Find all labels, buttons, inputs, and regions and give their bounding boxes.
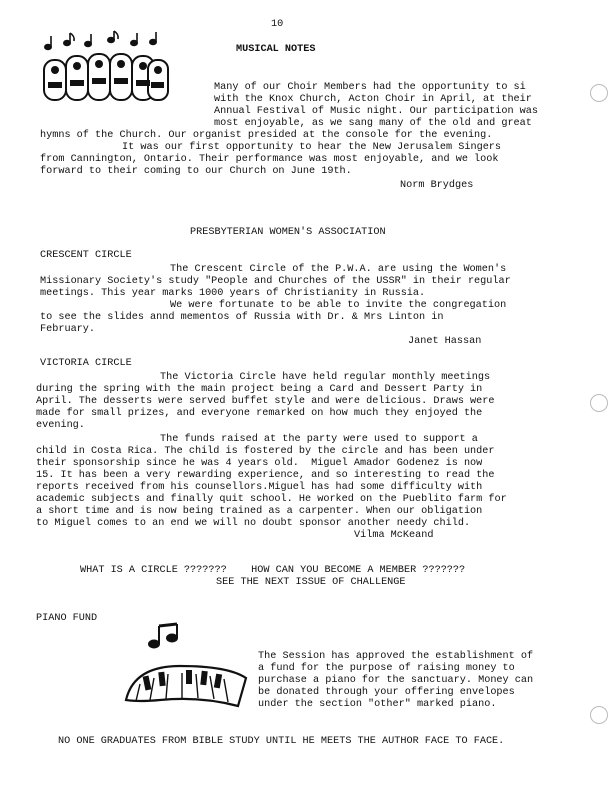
victoria-line: to Miguel comes to an end we will no doubt sponsor another needy child. <box>36 518 471 529</box>
closing-quote: NO ONE GRADUATES FROM BIBLE STUDY UNTIL HE MEETS THE AUTHOR FACE TO FACE. <box>58 736 505 747</box>
crescent-line: Missionary Society's study "People and Churches of the USSR" in their regular <box>40 276 511 287</box>
pwa-heading: PRESBYTERIAN WOMEN'S ASSOCIATION <box>190 227 386 238</box>
hole-punch-mark <box>590 84 608 102</box>
victoria-line: reports received from his counsellors.Miguel has had some difficulty with <box>36 482 483 493</box>
choir-singers-icon <box>38 30 172 102</box>
musical-notes-line: It was our first opportunity to hear the New Jerusalem Singers <box>122 142 502 153</box>
victoria-line: a short time and is now being trained as a carpenter. When our obligation <box>36 506 483 517</box>
piano-fund-line: be donated through your offering envelopes <box>258 687 515 698</box>
victoria-line: child in Costa Rica. The child is fostered by the circle and has been under <box>36 446 495 457</box>
circle-teaser-next-issue: SEE THE NEXT ISSUE OF CHALLENGE <box>216 577 406 588</box>
crescent-signature: Janet Hassan <box>408 336 482 347</box>
musical-notes-heading: MUSICAL NOTES <box>236 44 316 55</box>
crescent-line: The Crescent Circle of the P.W.A. are using the Women's <box>170 264 507 275</box>
hole-punch-mark <box>590 706 608 724</box>
victoria-line: made for small prizes, and everyone remarked on how much they enjoyed the <box>36 408 483 419</box>
victoria-circle-heading: VICTORIA CIRCLE <box>40 358 132 369</box>
musical-notes-line: from Cannington, Ontario. Their performance was most enjoyable, and we look <box>40 154 499 165</box>
musical-notes-line: hymns of the Church. Our organist presided at the console for the evening. <box>40 130 493 141</box>
musical-notes-line: forward to their coming to our Church on June 19th. <box>40 166 352 177</box>
piano-fund-line: under the section "other" marked piano. <box>258 699 497 710</box>
victoria-line: academic subjects and finally quit school. He worked on the Pueblito farm for <box>36 494 507 505</box>
victoria-line: during the spring with the main project being a Card and Dessert Party in <box>36 384 483 395</box>
crescent-line: meetings. This year marks 1000 years of Christianity in Russia. <box>40 288 426 299</box>
crescent-line: February. <box>40 324 96 335</box>
victoria-line: evening. <box>36 420 85 431</box>
victoria-line: The funds raised at the party were used to support a <box>160 434 478 445</box>
piano-fund-line: purchase a piano for the sanctuary. Money can <box>258 675 534 686</box>
circle-teaser-question: WHAT IS A CIRCLE ??????? HOW CAN YOU BECOME A MEMBER ??????? <box>80 565 466 576</box>
crescent-line: to see the slides annd mementos of Russia with Dr. & Mrs Linton in <box>40 312 444 323</box>
piano-fund-line: The Session has approved the establishment of <box>258 651 534 662</box>
crescent-line: We were fortunate to be able to invite the congregation <box>170 300 507 311</box>
musical-notes-line: most enjoyable, as we sang many of the old and great <box>214 118 532 129</box>
musical-notes-signature: Norm Brydges <box>400 180 474 191</box>
victoria-line: their sponsorship since he was 4 years old. Miguel Amador Godenez is now <box>36 458 483 469</box>
musical-notes-line: Many of our Choir Members had the opportunity to si <box>214 82 526 93</box>
victoria-line: 15. It has been a very rewarding experience, and so interesting to read the <box>36 470 495 481</box>
victoria-signature: Vilma McKeand <box>354 530 434 541</box>
musical-notes-line: with the Knox Church, Acton Choir in April, at their <box>214 94 532 105</box>
hole-punch-mark <box>590 394 608 412</box>
piano-fund-heading: PIANO FUND <box>36 613 98 624</box>
piano-fund-line: a fund for the purpose of raising money to <box>258 663 515 674</box>
musical-notes-line: Annual Festival of Music night. Our participation was <box>214 106 539 117</box>
crescent-circle-heading: CRESCENT CIRCLE <box>40 250 132 261</box>
page-number: 10 <box>271 19 284 30</box>
victoria-line: April. The desserts were served buffet style and were delicious. Draws were <box>36 396 495 407</box>
piano-keyboard-icon <box>120 622 250 714</box>
victoria-line: The Victoria Circle have held regular monthly meetings <box>160 372 491 383</box>
